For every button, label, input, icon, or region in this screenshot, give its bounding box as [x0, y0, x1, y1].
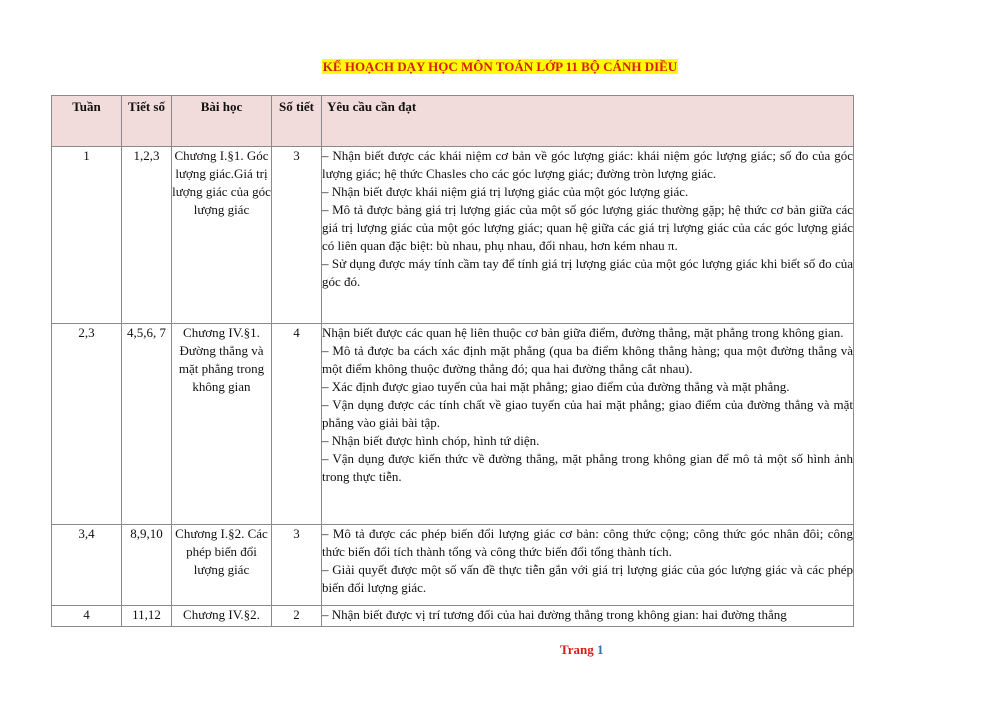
- header-week: Tuần: [52, 96, 122, 147]
- requirement-item: – Giải quyết được một số vấn đề thực tiễn gắn với giá trị lượng giác của góc lượng giác và các phép biến đổi lượng giác.: [322, 562, 853, 595]
- table-header-row: [52, 96, 854, 147]
- teaching-plan-table: [51, 95, 854, 627]
- cell-requirements: [322, 525, 854, 606]
- requirement-item: – Mô tả được các phép biến đổi lượng giác cơ bản: công thức cộng; công thức góc nhân đôi; công thức biến đổi tích thành tổng và công thức biến đổi tổng thành tích.: [322, 526, 853, 559]
- header-requirements: Yêu cầu cần đạt: [322, 96, 854, 147]
- requirement-item: – Nhận biết được hình chóp, hình tứ diện.: [322, 433, 540, 448]
- page-label: Trang: [560, 642, 594, 657]
- requirement-item: – Mô tả được ba cách xác định mặt phẳng (qua ba điểm không thẳng hàng; qua một đường thẳng và một điểm không thuộc đường thẳng đó; qua hai đường thẳng cắt nhau).: [322, 343, 853, 376]
- cell-period: 1,2,3: [122, 147, 172, 324]
- requirement-item: – Vận dụng được các tính chất về giao tuyến của hai mặt phẳng; giao điểm của đường thẳng và mặt phẳng vào giải bài tập.: [322, 397, 853, 430]
- header-period: Tiết số: [122, 96, 172, 147]
- cell-requirements: [322, 606, 854, 627]
- cell-lesson: Chương IV.§1. Đường thẳng và mặt phẳng trong không gian: [172, 324, 272, 525]
- cell-lesson: Chương IV.§2.: [172, 606, 272, 627]
- page-number: 1: [596, 642, 604, 657]
- requirement-item: – Nhận biết được các khái niệm cơ bản về góc lượng giác: khái niệm góc lượng giác; số đo của góc lượng giác; hệ thức Chasles cho các góc lượng giác; đường tròn lượng giác.: [322, 148, 853, 181]
- cell-week: 3,4: [52, 525, 122, 606]
- cell-period: 4,5,6, 7: [122, 324, 172, 525]
- requirement-item: – Mô tả được bảng giá trị lượng giác của một số góc lượng giác thường gặp; hệ thức cơ bản giữa các giá trị lượng giác của một góc lượng giác; quan hệ giữa các giá trị lượng giác của các góc lượng giác có liên quan đặc biệt: bù nhau, phụ nhau, đối nhau, hơn kém nhau π.: [322, 202, 853, 253]
- table-row: [52, 606, 854, 627]
- cell-lesson: Chương I.§2. Các phép biến đổi lượng giác: [172, 525, 272, 606]
- cell-requirements: [322, 147, 854, 324]
- header-count: Số tiết: [272, 96, 322, 147]
- cell-week: 2,3: [52, 324, 122, 525]
- cell-period: 8,9,10: [122, 525, 172, 606]
- cell-week: 1: [52, 147, 122, 324]
- table-row: [52, 324, 854, 525]
- cell-week: 4: [52, 606, 122, 627]
- requirement-item: – Xác định được giao tuyến của hai mặt phẳng; giao điểm của đường thẳng và mặt phẳng.: [322, 379, 790, 394]
- cell-period: 11,12: [122, 606, 172, 627]
- requirement-item: Nhận biết được các quan hệ liên thuộc cơ bản giữa điểm, đường thẳng, mặt phẳng trong không gian.: [322, 325, 844, 340]
- table-row: [52, 147, 854, 324]
- table-row: [52, 525, 854, 606]
- cell-count: 3: [272, 147, 322, 324]
- page-footer: [560, 642, 603, 658]
- requirement-item: – Nhận biết được vị trí tương đối của hai đường thẳng trong không gian: hai đường thẳng: [322, 607, 787, 622]
- cell-count: 3: [272, 525, 322, 606]
- requirement-item: – Vận dụng được kiến thức về đường thẳng, mặt phẳng trong không gian để mô tả một số hình ảnh trong thực tiễn.: [322, 451, 853, 484]
- cell-requirements: [322, 324, 854, 525]
- header-lesson: Bài học: [172, 96, 272, 147]
- requirement-item: – Sử dụng được máy tính cầm tay để tính giá trị lượng giác của một góc lượng giác khi biết số đo của góc đó.: [322, 256, 853, 289]
- requirement-item: – Nhận biết được khái niệm giá trị lượng giác của một góc lượng giác.: [322, 184, 689, 199]
- document-title-wrap: [0, 58, 1000, 76]
- cell-lesson: Chương I.§1. Góc lượng giác.Giá trị lượng giác của góc lượng giác: [172, 147, 272, 324]
- cell-count: 4: [272, 324, 322, 525]
- document-title: KẾ HOẠCH DẠY HỌC MÔN TOÁN LỚP 11 BỘ CÁNH DIỀU: [322, 59, 678, 74]
- cell-count: 2: [272, 606, 322, 627]
